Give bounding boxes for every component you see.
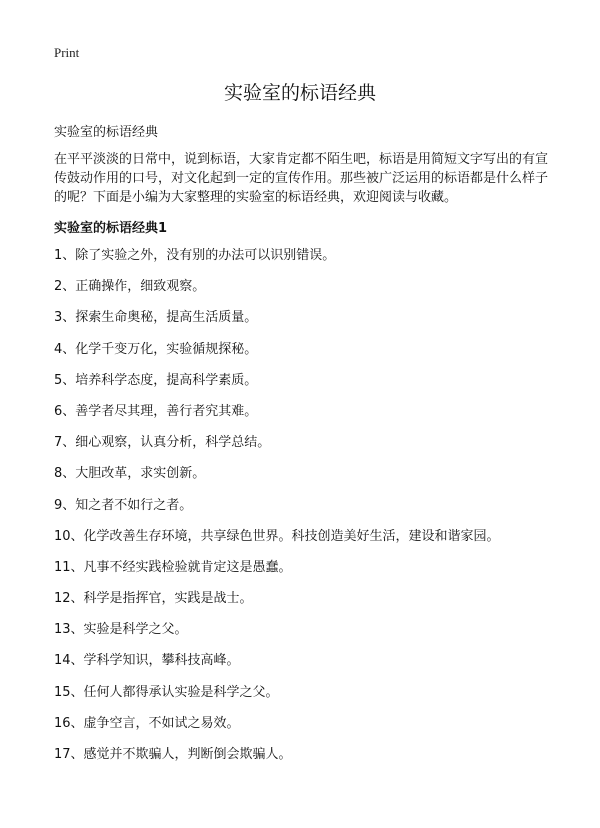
list-item: 12、科学是指挥官，实践是战士。: [54, 591, 253, 607]
list-item: 2、正确操作，细致观察。: [54, 279, 206, 295]
intro-paragraph: 在平平淡淡的日常中，说到标语，大家肯定都不陌生吧，标语是用简短文字写出的有宣传鼓动作用的口号，对文化起到一定的宣传作用。那些被广泛运用的标语都是什么样子的呢？下面是小编为大家整理的实验室的标语经典，欢迎阅读与收藏。: [54, 152, 549, 205]
list-item: 3、探索生命奥秘，提高生活质量。: [54, 310, 258, 326]
list-item: 6、善学者尽其理，善行者究其难。: [54, 403, 258, 419]
subtitle: 实验室的标语经典: [54, 125, 159, 140]
list-item: 16、虚争空言，不如试之易效。: [54, 715, 240, 731]
list-item: 9、知之者不如行之者。: [54, 497, 193, 513]
list-item: 1、除了实验之外，没有别的办法可以识别错误。: [54, 248, 336, 263]
list-item: 4、化学千变万化，实验循规探秘。: [54, 341, 258, 357]
page-title: 实验室的标语经典: [223, 82, 376, 104]
list-item: 13、实验是科学之父。: [54, 622, 188, 638]
print-link[interactable]: Print: [54, 45, 80, 60]
list-item: 8、大胆改革，求实创新。: [54, 466, 206, 482]
list-item: 5、培养科学态度，提高科学素质。: [54, 372, 258, 388]
list-item: 14、学科学知识，攀科技高峰。: [54, 653, 240, 669]
section-heading: 实验室的标语经典1: [54, 221, 168, 236]
list-item: 10、化学改善生存环境，共享绿色世界。科技创造美好生活，建设和谐家园。: [54, 528, 500, 544]
list-item: 15、任何人都得承认实验是科学之父。: [54, 684, 279, 700]
slogan-list: [54, 248, 500, 778]
list-item: 11、凡事不经实践检验就肯定这是愚蠢。: [54, 559, 292, 575]
list-item: 7、细心观察，认真分析，科学总结。: [54, 435, 271, 451]
list-item: 17、感觉并不欺骗人，判断倒会欺骗人。: [54, 747, 292, 762]
